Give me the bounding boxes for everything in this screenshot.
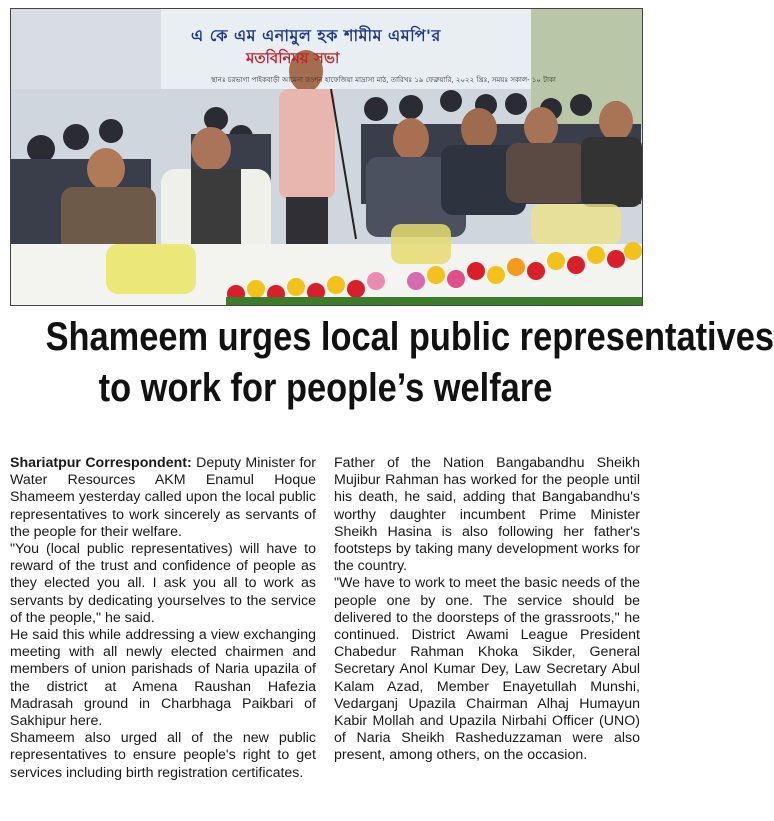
news-photo: [10, 8, 643, 306]
article-paragraph: He said this while addressing a view exchanging meeting with all newly elected chairmen and members of union parishads of Naria upazila of the district at Amena Raushan Hafezia Madrasah ground in Charbhaga Paikbari of Sakhipur here.: [10, 627, 316, 730]
paragraph-text: Deputy Minister for Water Resources AKM Enamul Hoque Shameem yesterday called upon the local public representatives to work sincerely as servants of the people for their welfare.: [10, 455, 316, 540]
banner-subtitle: মতবিনিময় সভা: [246, 49, 340, 67]
banner-venue: স্থানঃ চরভাগা পাইকবাড়ী আমেনা রওশন হাফেজিয়া মাদ্রাসা মাঠ, তারিখঃ ১৯ ফেব্রুয়ারি, ২০২২ খ্রিঃ, সময়ঃ সকাল- ১০ টাকা: [211, 76, 556, 84]
byline: Shariatpur Correspondent:: [10, 455, 192, 471]
headline: [45, 312, 774, 414]
article-paragraph: [10, 455, 316, 541]
headline-line-1: Shameem urges local public representatives: [45, 315, 774, 359]
banner-title: এ কে এম এনামুল হক শামীম এমপি'র: [191, 26, 441, 45]
headline-line-2: to work for people’s welfare: [98, 366, 553, 410]
article-paragraph: Father of the Nation Bangabandhu Sheikh Mujibur Rahman has worked for the people until his death, he said, adding that Bangabandhu's worthy daughter incumbent Prime Minister Sheikh Hasina is also following her father's footsteps by taking many development works for the country.: [334, 455, 640, 575]
article-paragraph: "We have to work to meet the basic needs of the people one by one. The service should be delivered to the doorsteps of the grassroots," he continued. District Awami League President Chabedur Rahman Khoka Sikder, General Secretary Anol Kumar Dey, Law Secretary Abul Kalam Azad, Member Enayetullah Munshi, Vedarganj Upazila Chairman Alhaj Humayun Kabir Mollah and Upazila Nirbahi Officer (UNO) of Naria Sheikh Rasheduzzaman were also present, among others, on the occasion.: [334, 575, 640, 764]
article-column-right: [334, 455, 640, 765]
article-paragraph: Shameem also urged all of the new public representatives to ensure people's right to get services including birth registration certificates.: [10, 730, 316, 781]
article-paragraph: "You (local public representatives) will have to reward of the trust and confidence of people as they elected you all. I ask you all to work as servants by dedicating yourselves to the service of the people," he said.: [10, 541, 316, 626]
article-column-left: [10, 455, 316, 782]
